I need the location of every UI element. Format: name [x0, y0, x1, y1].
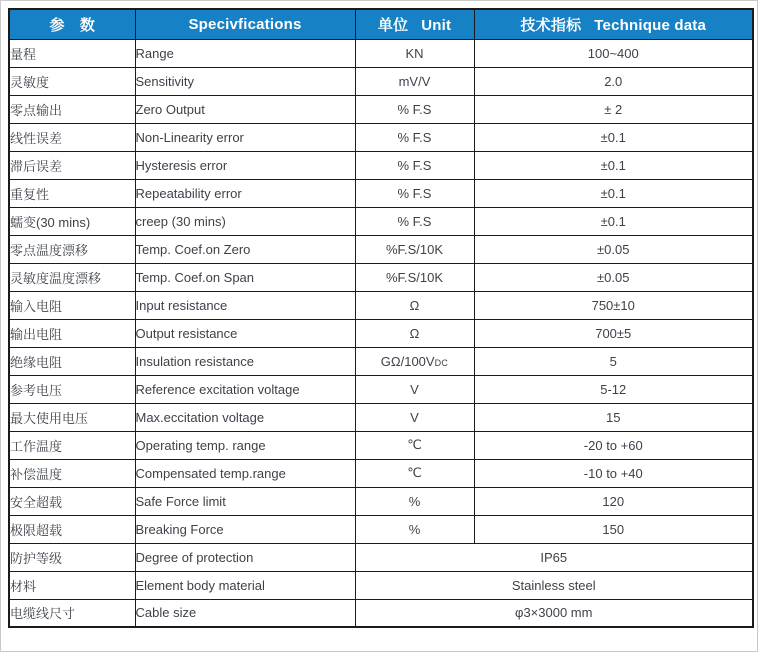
merged-value-cell: IP65 [355, 543, 753, 571]
table-row [9, 459, 753, 487]
value-cell: ±0.1 [474, 123, 753, 151]
header-cell-unit [355, 9, 474, 39]
table-row [9, 571, 753, 599]
value-cell: ±0.1 [474, 151, 753, 179]
param-cell: 零点温度漂移 [9, 235, 135, 263]
value-cell: ± 2 [474, 95, 753, 123]
header-specifications-label: Specivfications [188, 15, 302, 33]
spec-cell: Non-Linearity error [135, 123, 355, 151]
spec-cell: Operating temp. range [135, 431, 355, 459]
spec-cell: Compensated temp.range [135, 459, 355, 487]
spec-cell: Degree of protection [135, 543, 355, 571]
unit-subscript: DC [434, 357, 449, 368]
table-row [9, 39, 753, 67]
header-parameter-label: 参 数 [49, 16, 96, 34]
spec-table-body [9, 39, 753, 627]
table-row [9, 235, 753, 263]
value-cell: 5 [474, 347, 753, 375]
unit-cell: %F.S/10K [355, 235, 474, 263]
header-cell-technique-data [474, 9, 753, 39]
spec-cell: Cable size [135, 599, 355, 627]
param-cell: 补偿温度 [9, 459, 135, 487]
spec-cell: Temp. Coef.on Span [135, 263, 355, 291]
table-row [9, 67, 753, 95]
table-row [9, 95, 753, 123]
spec-cell: Output resistance [135, 319, 355, 347]
unit-cell: % F.S [355, 151, 474, 179]
spec-sheet [8, 8, 754, 628]
unit-cell: V [355, 403, 474, 431]
unit-cell: ℃ [355, 459, 474, 487]
spec-cell: Repeatability error [135, 179, 355, 207]
table-row [9, 403, 753, 431]
value-cell: -20 to +60 [474, 431, 753, 459]
param-cell: 滞后误差 [9, 151, 135, 179]
unit-cell: % F.S [355, 123, 474, 151]
param-cell: 输出电阻 [9, 319, 135, 347]
spec-cell: Range [135, 39, 355, 67]
spec-cell: Reference excitation voltage [135, 375, 355, 403]
value-cell: 5-12 [474, 375, 753, 403]
param-cell: 材料 [9, 571, 135, 599]
spec-cell: Max.eccitation voltage [135, 403, 355, 431]
unit-cell: KN [355, 39, 474, 67]
spec-cell: Element body material [135, 571, 355, 599]
param-cell: 绝缘电阻 [9, 347, 135, 375]
unit-cell: Ω [355, 291, 474, 319]
header-technique-label-en: Technique data [594, 16, 707, 34]
param-cell: 电缆线尺寸 [9, 599, 135, 627]
param-cell: 输入电阻 [9, 291, 135, 319]
spec-cell: Zero Output [135, 95, 355, 123]
table-row [9, 431, 753, 459]
unit-cell: Ω [355, 319, 474, 347]
header-cell-specifications [135, 9, 355, 39]
spec-cell: Insulation resistance [135, 347, 355, 375]
value-cell: 2.0 [474, 67, 753, 95]
spec-cell: Input resistance [135, 291, 355, 319]
value-cell: 15 [474, 403, 753, 431]
table-row [9, 123, 753, 151]
unit-cell: % F.S [355, 95, 474, 123]
table-row [9, 375, 753, 403]
param-cell: 参考电压 [9, 375, 135, 403]
param-cell: 线性误差 [9, 123, 135, 151]
table-row [9, 291, 753, 319]
value-cell: 120 [474, 487, 753, 515]
merged-value-cell: Stainless steel [355, 571, 753, 599]
table-row [9, 263, 753, 291]
param-cell: 最大使用电压 [9, 403, 135, 431]
value-cell: 150 [474, 515, 753, 543]
spec-cell: Hysteresis error [135, 151, 355, 179]
spec-cell: creep (30 mins) [135, 207, 355, 235]
param-cell: 防护等级 [9, 543, 135, 571]
table-row [9, 347, 753, 375]
unit-cell: % [355, 515, 474, 543]
param-cell: 极限超载 [9, 515, 135, 543]
param-cell: 量程 [9, 39, 135, 67]
header-row [9, 9, 753, 39]
header-unit-label-en: Unit [421, 16, 452, 34]
unit-cell: ℃ [355, 431, 474, 459]
table-row [9, 179, 753, 207]
unit-cell: mV/V [355, 67, 474, 95]
unit-main: GΩ/100V [380, 353, 435, 369]
value-cell: 700±5 [474, 319, 753, 347]
value-cell: ±0.05 [474, 235, 753, 263]
merged-value-cell: φ3×3000 mm [355, 599, 753, 627]
table-row [9, 515, 753, 543]
unit-cell: %F.S/10K [355, 263, 474, 291]
table-row [9, 487, 753, 515]
value-cell: 100~400 [474, 39, 753, 67]
unit-cell: % F.S [355, 179, 474, 207]
spec-cell: Safe Force limit [135, 487, 355, 515]
spec-cell: Breaking Force [135, 515, 355, 543]
unit-cell: % [355, 487, 474, 515]
unit-cell: % F.S [355, 207, 474, 235]
unit-cell: V [355, 375, 474, 403]
value-cell: ±0.1 [474, 207, 753, 235]
header-technique-label-zh: 技术指标 [520, 16, 582, 34]
table-row [9, 599, 753, 627]
spec-table [8, 8, 754, 628]
table-row [9, 151, 753, 179]
param-cell: 重复性 [9, 179, 135, 207]
param-cell: 安全超载 [9, 487, 135, 515]
value-cell: ±0.05 [474, 263, 753, 291]
value-cell: -10 to +40 [474, 459, 753, 487]
param-cell: 蠕变(30 mins) [9, 207, 135, 235]
table-row [9, 543, 753, 571]
value-cell: 750±10 [474, 291, 753, 319]
unit-cell [355, 347, 474, 375]
table-row [9, 207, 753, 235]
spec-cell: Sensitivity [135, 67, 355, 95]
param-cell: 灵敏度温度漂移 [9, 263, 135, 291]
param-cell: 零点输出 [9, 95, 135, 123]
header-unit-label-zh: 单位 [377, 16, 409, 34]
param-cell: 工作温度 [9, 431, 135, 459]
header-cell-parameter [9, 9, 135, 39]
value-cell: ±0.1 [474, 179, 753, 207]
param-cell: 灵敏度 [9, 67, 135, 95]
table-row [9, 319, 753, 347]
spec-cell: Temp. Coef.on Zero [135, 235, 355, 263]
